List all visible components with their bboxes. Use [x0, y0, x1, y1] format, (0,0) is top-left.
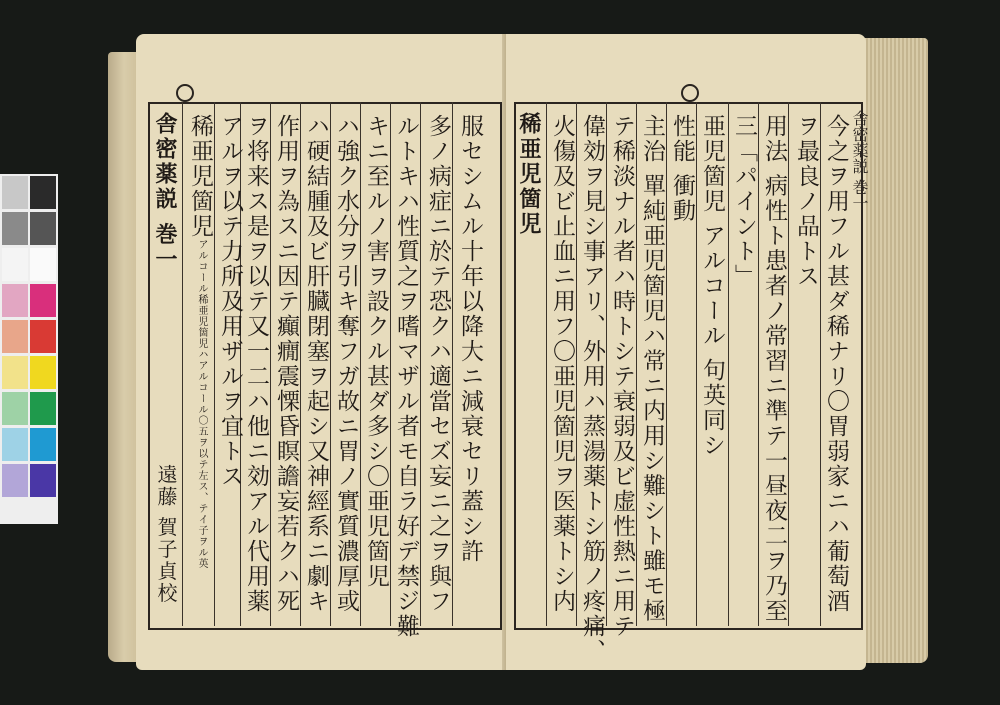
page-edge-label: 舎密薬説 巻一 [850, 110, 869, 212]
right-col-6: 性能 衝動 [669, 114, 695, 224]
right-col-3: 用法 病性ト患者ノ常習ニ準テ一昼夜二ヲ乃至 [761, 114, 787, 624]
left-col-2: 多ノ病症ニ於テ恐クハ適當セズ妄ニ之ヲ與フ [425, 114, 451, 614]
right-col-9: 偉効ヲ見シ事アリ、外用ハ蒸湯薬トシ筋ノ疼痛、 [579, 114, 605, 664]
left-annotation: アルコール稀亜児箇児ハアルコール〇五ヲ以テ左ス、テイ子ヲル英 [196, 239, 207, 569]
right-ring-mark [681, 84, 699, 102]
left-ring-mark [176, 84, 194, 102]
right-col-7: 主治 單純亜児箇児ハ常ニ内用シ難シト雖モ極 [639, 114, 665, 624]
left-col-3: ルトキハ性質之ヲ嗜マザル者モ自ラ好デ禁ジ難 [393, 114, 419, 639]
left-author-line: 遠藤 賀子貞校 [154, 464, 178, 605]
right-col-5: 亜児箇児 アルコール 句英同シ [699, 114, 725, 458]
right-col-1: 今之ヲ用フル甚ダ稀ナリ〇胃弱家ニハ葡萄酒 [823, 114, 849, 614]
left-col-9: アルヲ以テ力所及用ザルヲ宜トス [217, 114, 243, 489]
left-page [136, 34, 506, 670]
right-col-10: 火傷及ビ止血ニ用フ〇亜児箇児ヲ医薬トシ内 [549, 114, 575, 614]
left-col-1: 服セシムル十年以降大ニ減衰セリ蓋シ許 [457, 114, 483, 564]
open-book [108, 30, 928, 670]
left-col-7: 作用ヲ為スニ因テ癲癇震慄昏瞑譫妄若クハ死 [273, 114, 299, 614]
color-checker-strip [0, 174, 58, 524]
right-col-2: ヲ最良ノ品トス [793, 114, 819, 289]
right-col-8: テ稀淡ナル者ハ時トシテ衰弱及ビ虚性熱ニ用テ [609, 114, 635, 639]
left-col-4: キニ至ルノ害ヲ設クル甚ダ多シ〇亜児箇児 [363, 114, 389, 589]
left-col-10: 稀亜児箇児 [187, 114, 213, 239]
left-col-5: ハ強ク水分ヲ引キ奪フガ故ニ胃ノ實質濃厚或 [333, 114, 359, 614]
left-col-8: ヲ将来ス是ヲ以テ又一二ハ他ニ効アル代用薬 [243, 114, 269, 614]
left-page-header: 舎密薬説 巻一 [152, 112, 178, 273]
right-col-4: 三「パイント」 [731, 114, 757, 289]
left-col-6: ハ硬結腫及ビ肝臓閉塞ヲ起シ又神經系ニ劇キ [303, 114, 329, 614]
right-page [506, 34, 866, 670]
right-page-header: 稀亜児箇児 [516, 112, 542, 237]
